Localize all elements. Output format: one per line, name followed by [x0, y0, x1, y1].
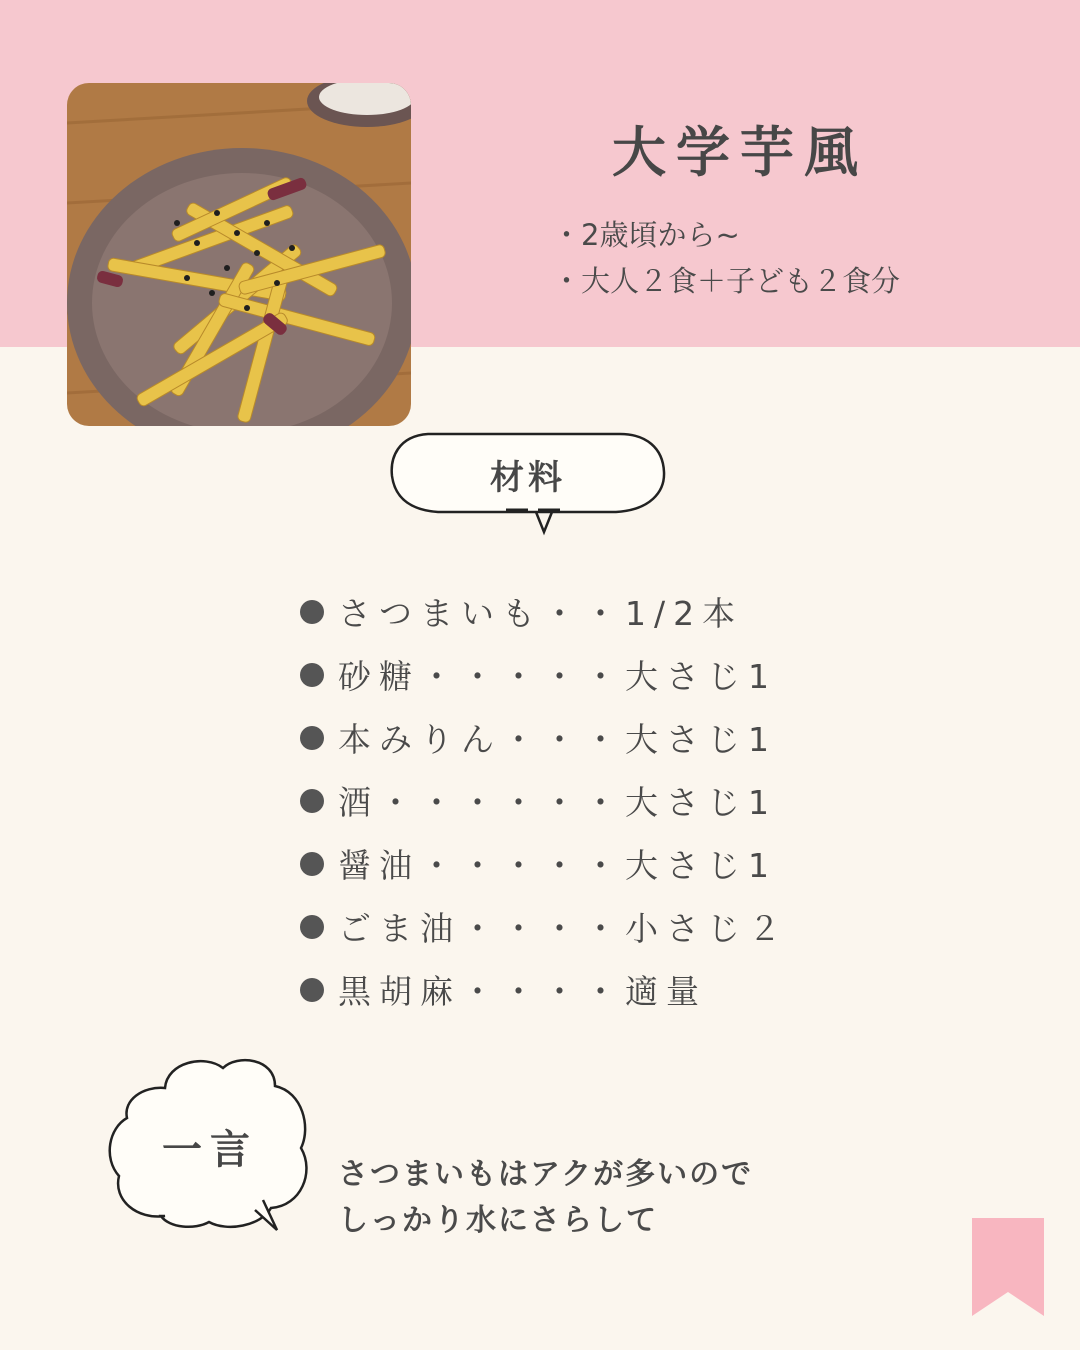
bullet-icon — [300, 789, 324, 813]
ingredient-name: 黒胡麻 — [338, 972, 461, 1011]
dish-photo — [67, 83, 411, 426]
list-item — [300, 832, 789, 895]
ingredient-amount: 1/2本 — [625, 594, 744, 633]
ingredient-list — [300, 580, 789, 1021]
recipe-title: 大学芋風 — [612, 121, 868, 184]
recipe-meta — [552, 212, 900, 304]
ingredient-name: 砂糖 — [338, 657, 420, 696]
ingredient-name: 醤油 — [338, 846, 420, 885]
ingredient-dots: ・・・・・ — [420, 846, 625, 885]
ingredient-name: 本みりん — [338, 720, 502, 759]
ingredient-name: さつまいも — [338, 594, 543, 633]
list-item — [300, 958, 789, 1021]
ingredient-amount: 小さじ２ — [625, 909, 789, 948]
ingredients-label: 材料 — [490, 458, 566, 498]
bullet-icon — [300, 978, 324, 1002]
bullet-icon — [300, 600, 324, 624]
tip-line-2: しっかり水にさらして — [338, 1203, 658, 1238]
ingredient-dots: ・・ — [543, 594, 625, 633]
servings-info: ・大人２食＋子ども２食分 — [552, 264, 901, 298]
tip-label: 一言 — [162, 1127, 258, 1173]
ingredient-amount: 大さじ1 — [625, 783, 777, 822]
list-item — [300, 769, 789, 832]
list-item — [300, 706, 789, 769]
bullet-icon — [300, 726, 324, 750]
ingredients-badge — [388, 428, 668, 538]
tip-text — [338, 1152, 753, 1244]
tip-line-1: さつまいもはアクが多いので — [338, 1157, 754, 1192]
list-item — [300, 895, 789, 958]
ingredient-amount: 大さじ1 — [625, 657, 777, 696]
bullet-icon — [300, 852, 324, 876]
list-item — [300, 580, 789, 643]
list-item — [300, 643, 789, 706]
bullet-icon — [300, 663, 324, 687]
ingredient-dots: ・・・・ — [461, 909, 625, 948]
tip-bubble — [105, 1050, 320, 1240]
ingredient-dots: ・・・・ — [461, 972, 625, 1011]
ingredient-dots: ・・・・・ — [420, 657, 625, 696]
ingredient-name: 酒 — [338, 783, 379, 822]
ingredient-amount: 大さじ1 — [625, 846, 777, 885]
ingredient-dots: ・・・・・・ — [379, 783, 625, 822]
ingredient-amount: 大さじ1 — [625, 720, 777, 759]
ingredient-dots: ・・・ — [502, 720, 625, 759]
bullet-icon — [300, 915, 324, 939]
ingredient-name: ごま油 — [338, 909, 461, 948]
ingredient-amount: 適量 — [625, 972, 707, 1011]
bookmark-icon — [972, 1218, 1044, 1316]
age-info: ・2歳頃から~ — [552, 218, 740, 252]
